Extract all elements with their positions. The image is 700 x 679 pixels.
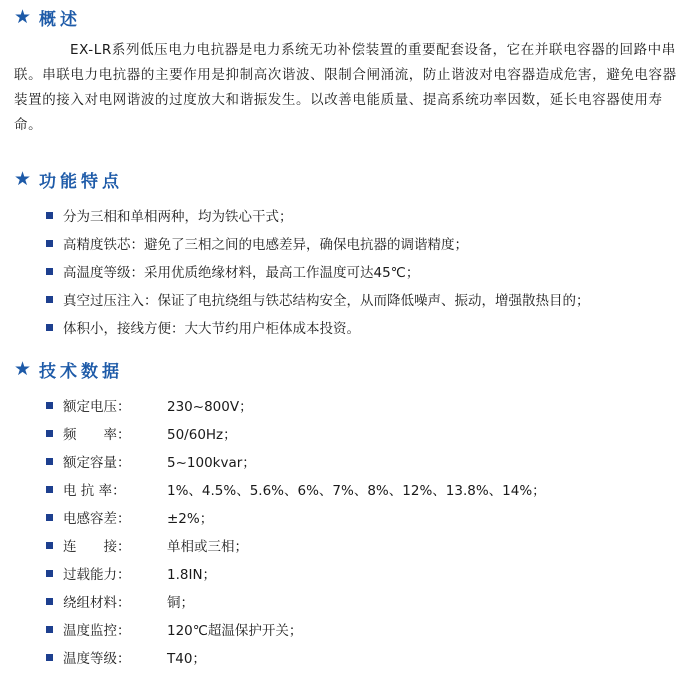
square-bullet-icon xyxy=(46,430,53,437)
square-bullet-icon xyxy=(46,626,53,633)
star-icon: ★ xyxy=(14,6,32,28)
feature-item xyxy=(46,289,590,309)
spec-label: 连 接： xyxy=(63,539,131,555)
spec-label: 额定电压： xyxy=(63,399,131,415)
overview-text: EX-LR系列低压电力电抗器是电力系统无功补偿装置的重要配套设备，它在并联电容器的回路中串联。串联电力电抗器的主要作用是抑制高次谐波、限制合闸涌流，防止谐波对电容器造成危害，避免电容器装置的接入对电网谐波的过度放大和谐振发生。以改善电能质量、提高系统功率因数，延长电容器使用寿命。 xyxy=(14,42,677,133)
spec-row xyxy=(46,423,237,443)
square-bullet-icon xyxy=(46,324,53,331)
feature-item xyxy=(46,317,360,337)
spec-label: 电 抗 率： xyxy=(63,483,126,499)
spec-value: 1.8IN； xyxy=(167,567,217,583)
section-title: 功能特点 xyxy=(39,171,124,192)
star-icon: ★ xyxy=(14,358,32,380)
square-bullet-icon xyxy=(46,654,53,661)
spec-row xyxy=(46,395,253,415)
spec-value: 50/60Hz； xyxy=(167,427,237,443)
section-title: 概述 xyxy=(39,9,82,30)
spec-value: 单相或三相； xyxy=(167,539,248,555)
spec-value: 5~100kvar； xyxy=(167,455,256,471)
spec-value: 铜； xyxy=(167,595,194,611)
spec-label: 电感容差： xyxy=(63,511,131,527)
square-bullet-icon xyxy=(46,296,53,303)
feature-item xyxy=(46,233,468,253)
square-bullet-icon xyxy=(46,598,53,605)
feature-text: 真空过压注入：保证了电抗绕组与铁芯结构安全，从而降低噪声、振动，增强散热目的； xyxy=(63,293,590,309)
feature-item xyxy=(46,261,419,281)
spec-value: ±2%； xyxy=(167,511,214,527)
star-icon: ★ xyxy=(14,168,32,190)
square-bullet-icon xyxy=(46,240,53,247)
spec-value: 1%、4.5%、5.6%、6%、7%、8%、12%、13.8%、14%； xyxy=(167,483,546,499)
spec-value: 120℃超温保护开关； xyxy=(167,623,303,639)
section-heading-overview xyxy=(14,4,81,30)
spec-value: T40； xyxy=(167,651,206,667)
square-bullet-icon xyxy=(46,486,53,493)
square-bullet-icon xyxy=(46,542,53,549)
section-heading-specs xyxy=(14,356,123,382)
feature-text: 高精度铁芯：避免了三相之间的电感差异，确保电抗器的调谐精度； xyxy=(63,237,468,253)
spec-label: 温度监控： xyxy=(63,623,131,639)
feature-item xyxy=(46,205,293,225)
square-bullet-icon xyxy=(46,402,53,409)
section-heading-features xyxy=(14,166,123,192)
spec-row xyxy=(46,507,213,527)
spec-row xyxy=(46,535,248,555)
spec-label: 频 率： xyxy=(63,427,131,443)
spec-label: 温度等级： xyxy=(63,651,131,667)
spec-row xyxy=(46,563,216,583)
spec-label: 过载能力： xyxy=(63,567,131,583)
spec-row xyxy=(46,451,256,471)
spec-row xyxy=(46,591,194,611)
square-bullet-icon xyxy=(46,268,53,275)
spec-label: 额定容量： xyxy=(63,455,131,471)
square-bullet-icon xyxy=(46,570,53,577)
spec-row xyxy=(46,479,546,499)
overview-paragraph xyxy=(14,38,686,138)
spec-label: 绕组材料： xyxy=(63,595,131,611)
spec-value: 230~800V； xyxy=(167,399,253,415)
feature-text: 高温度等级：采用优质绝缘材料，最高工作温度可达45℃； xyxy=(63,265,420,281)
spec-row xyxy=(46,647,206,667)
square-bullet-icon xyxy=(46,458,53,465)
spec-row xyxy=(46,619,302,639)
section-title: 技术数据 xyxy=(39,361,124,382)
square-bullet-icon xyxy=(46,514,53,521)
feature-text: 分为三相和单相两种，均为铁心干式； xyxy=(63,209,293,225)
square-bullet-icon xyxy=(46,212,53,219)
feature-text: 体积小，接线方便：大大节约用户柜体成本投资。 xyxy=(63,321,360,337)
